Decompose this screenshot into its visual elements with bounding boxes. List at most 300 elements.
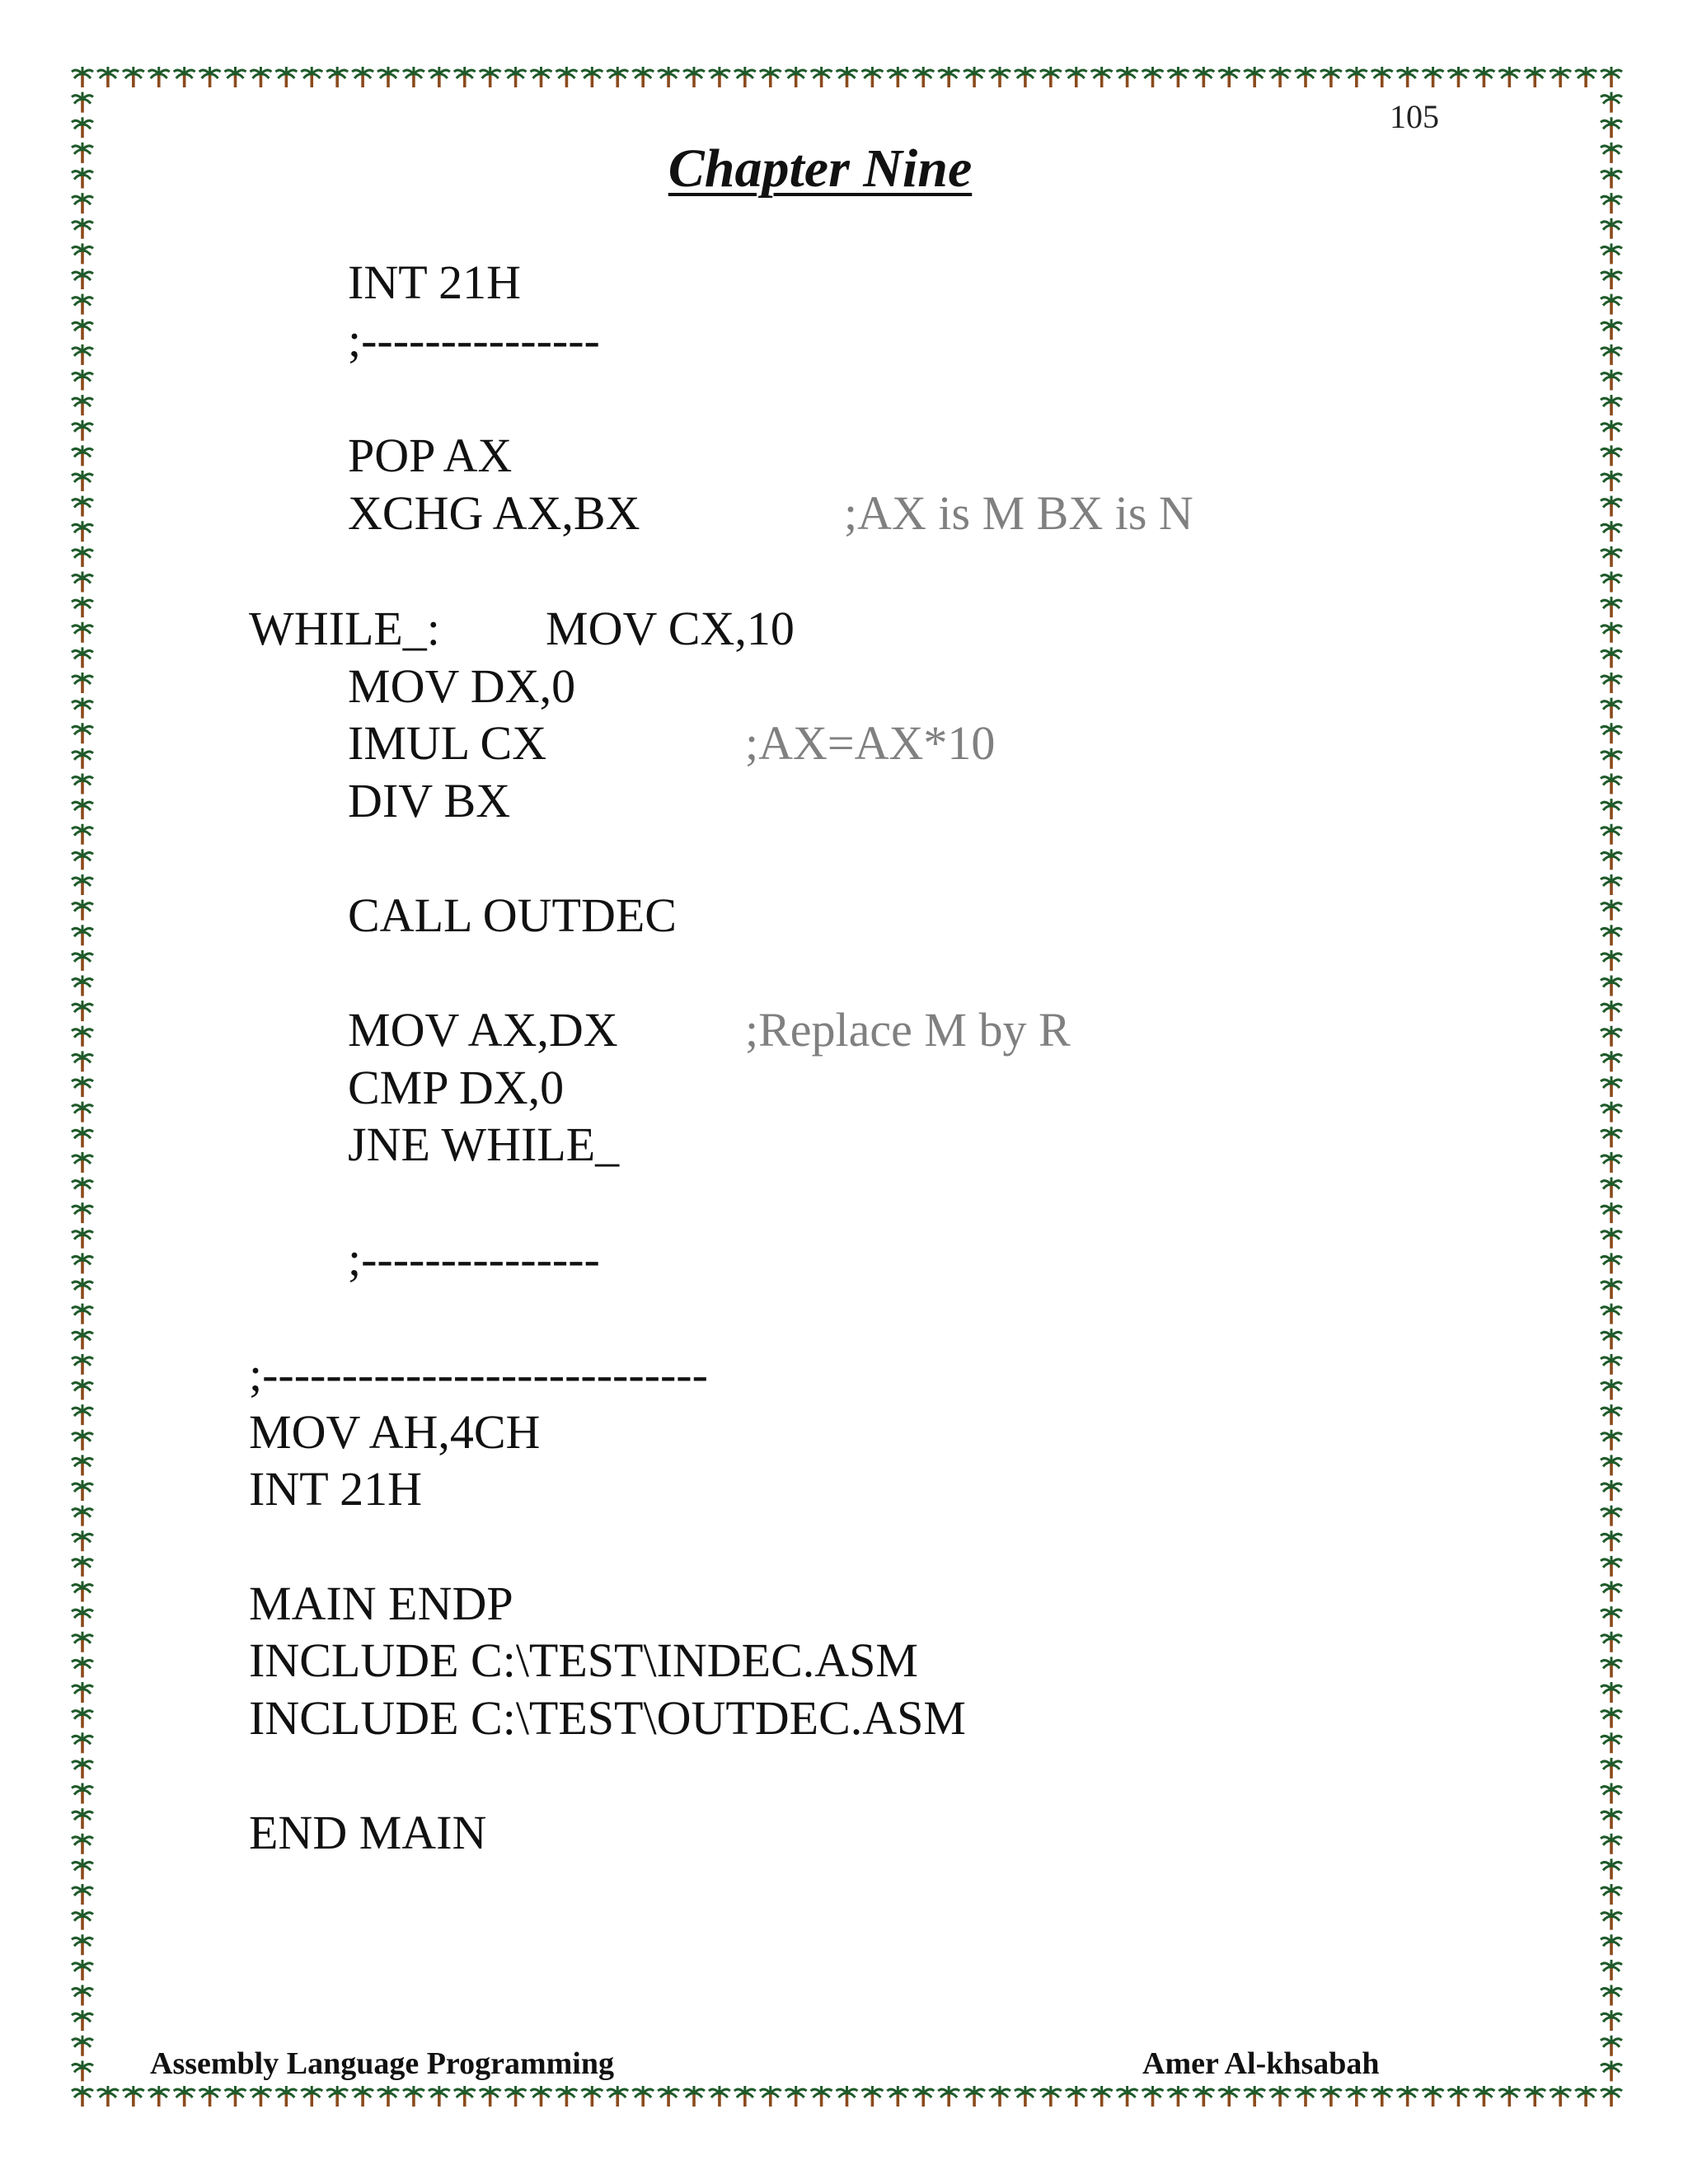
palm-tree-icon: [72, 294, 93, 315]
palm-tree-icon: [1091, 67, 1113, 87]
palm-tree-icon: [352, 67, 373, 87]
palm-tree-icon: [556, 67, 577, 87]
palm-tree-icon: [1269, 2086, 1291, 2107]
palm-tree-icon: [377, 67, 399, 87]
palm-tree-icon: [199, 67, 221, 87]
palm-tree-icon: [1448, 67, 1470, 87]
palm-tree-icon: [1015, 2086, 1036, 2107]
footer-author: Amer Al-khsabah: [1142, 2046, 1380, 2081]
palm-tree-icon: [1601, 1985, 1622, 2006]
palm-tree-icon: [1397, 67, 1418, 87]
palm-tree-icon: [1142, 2086, 1164, 2107]
palm-tree-icon: [1448, 2086, 1470, 2107]
palm-tree-icon: [1601, 269, 1622, 289]
palm-tree-icon: [275, 2086, 297, 2107]
code-comment: ;AX is M BX is N: [844, 486, 1193, 540]
palm-tree-icon: [1601, 1910, 1622, 1930]
palm-tree-icon: [72, 1102, 93, 1122]
palm-tree-icon: [1498, 2086, 1520, 2107]
palm-tree-icon: [861, 2086, 883, 2107]
code-label: WHILE_:: [249, 602, 440, 655]
palm-tree-icon: [72, 1480, 93, 1501]
palm-tree-icon: [72, 395, 93, 415]
palm-tree-icon: [632, 67, 654, 87]
palm-tree-icon: [1601, 2086, 1622, 2107]
palm-tree-icon: [1601, 546, 1622, 567]
palm-tree-icon: [72, 723, 93, 743]
palm-tree-icon: [1601, 1051, 1622, 1071]
palm-tree-icon: [72, 1732, 93, 1753]
palm-tree-icon: [1524, 67, 1545, 87]
palm-tree-icon: [1601, 647, 1622, 668]
palm-tree-icon: [72, 1910, 93, 1930]
palm-tree-icon: [72, 1606, 93, 1627]
palm-tree-icon: [72, 370, 93, 391]
palm-tree-icon: [1015, 67, 1036, 87]
palm-tree-icon: [811, 67, 832, 87]
palm-tree-icon: [72, 950, 93, 971]
palm-tree-icon: [1601, 698, 1622, 719]
palm-tree-icon: [912, 67, 934, 87]
palm-tree-icon: [1601, 1556, 1622, 1577]
palm-tree-icon: [1575, 2086, 1597, 2107]
palm-tree-icon: [1601, 1758, 1622, 1779]
palm-tree-icon: [72, 344, 93, 365]
palm-tree-icon: [912, 2086, 934, 2107]
palm-tree-icon: [174, 67, 195, 87]
palm-tree-icon: [1601, 117, 1622, 138]
palm-tree-icon: [1601, 445, 1622, 466]
palm-tree-icon: [1601, 1632, 1622, 1652]
palm-tree-icon: [531, 67, 552, 87]
palm-tree-icon: [785, 2086, 807, 2107]
palm-tree-icon: [148, 2086, 170, 2107]
palm-tree-icon: [72, 1253, 93, 1273]
palm-tree-icon: [72, 1278, 93, 1299]
palm-tree-icon: [72, 799, 93, 819]
palm-tree-icon: [1601, 521, 1622, 541]
palm-tree-icon: [964, 67, 985, 87]
palm-tree-icon: [72, 1783, 93, 1804]
palm-tree-icon: [1601, 1380, 1622, 1400]
palm-tree-icon: [1601, 748, 1622, 769]
palm-tree-icon: [72, 445, 93, 466]
palm-tree-icon: [72, 2010, 93, 2031]
palm-tree-icon: [72, 1404, 93, 1425]
palm-tree-icon: [1601, 1732, 1622, 1753]
palm-tree-icon: [1601, 1960, 1622, 1980]
palm-tree-icon: [1601, 344, 1622, 365]
palm-tree-icon: [1601, 1480, 1622, 1501]
palm-tree-icon: [709, 67, 730, 87]
palm-tree-icon: [72, 900, 93, 921]
palm-tree-icon: [1167, 67, 1189, 87]
palm-tree-icon: [72, 976, 93, 996]
palm-tree-icon: [72, 243, 93, 264]
palm-tree-icon: [72, 572, 93, 593]
palm-tree-icon: [1397, 2086, 1418, 2107]
palm-tree-icon: [199, 2086, 221, 2107]
palm-tree-icon: [1601, 597, 1622, 617]
palm-tree-icon: [1601, 723, 1622, 743]
palm-tree-icon: [377, 2086, 399, 2107]
palm-tree-icon: [1423, 67, 1444, 87]
palm-tree-icon: [1372, 67, 1393, 87]
palm-tree-icon: [480, 67, 501, 87]
palm-tree-icon: [1601, 319, 1622, 340]
palm-tree-icon: [1601, 976, 1622, 996]
palm-tree-icon: [1601, 471, 1622, 491]
palm-tree-icon: [72, 420, 93, 441]
code-line: MOV DX,0: [348, 659, 576, 713]
code-line: MOV CX,10: [546, 602, 795, 655]
palm-tree-icon: [1601, 496, 1622, 517]
palm-tree-icon: [72, 1582, 93, 1602]
palm-tree-icon: [581, 67, 603, 87]
palm-tree-icon: [837, 2086, 858, 2107]
palm-tree-icon: [72, 1530, 93, 1551]
code-line: INCLUDE C:\TEST\INDEC.ASM: [249, 1633, 918, 1687]
palm-tree-icon: [1218, 2086, 1240, 2107]
palm-tree-icon: [72, 1858, 93, 1879]
palm-tree-icon: [989, 67, 1010, 87]
palm-tree-icon: [811, 2086, 832, 2107]
palm-tree-icon: [72, 1329, 93, 1349]
code-line: CALL OUTDEC: [348, 888, 677, 942]
palm-tree-icon: [72, 471, 93, 491]
palm-tree-icon: [72, 521, 93, 541]
palm-tree-icon: [1601, 420, 1622, 441]
palm-tree-icon: [1346, 67, 1367, 87]
palm-tree-icon: [72, 673, 93, 693]
code-line: INT 21H: [348, 255, 521, 309]
palm-tree-icon: [1601, 67, 1622, 87]
palm-tree-icon: [658, 2086, 679, 2107]
code-line: CMP DX,0: [348, 1061, 565, 1114]
palm-tree-icon: [72, 925, 93, 945]
palm-tree-icon: [72, 1076, 93, 1097]
palm-tree-icon: [887, 67, 908, 87]
palm-tree-icon: [683, 67, 705, 87]
palm-tree-icon: [72, 824, 93, 845]
palm-tree-icon: [72, 1228, 93, 1249]
palm-tree-icon: [301, 67, 322, 87]
palm-tree-icon: [250, 67, 271, 87]
palm-tree-icon: [429, 2086, 450, 2107]
palm-tree-icon: [352, 2086, 373, 2107]
palm-tree-icon: [1601, 874, 1622, 895]
palm-tree-icon: [1601, 673, 1622, 693]
palm-tree-icon: [887, 2086, 908, 2107]
palm-tree-icon: [1320, 2086, 1342, 2107]
palm-tree-icon: [1601, 1858, 1622, 1879]
page-number: 105: [1390, 98, 1439, 135]
code-line: ;---------------: [348, 1232, 600, 1286]
palm-tree-icon: [225, 67, 246, 87]
palm-tree-icon: [1601, 1001, 1622, 1021]
palm-tree-icon: [1524, 2086, 1545, 2107]
palm-tree-icon: [1601, 1152, 1622, 1173]
palm-tree-icon: [72, 597, 93, 617]
palm-tree-icon: [72, 1001, 93, 1021]
palm-tree-icon: [607, 67, 628, 87]
palm-tree-icon: [72, 1178, 93, 1198]
code-line: MAIN ENDP: [249, 1577, 513, 1630]
palm-tree-icon: [1601, 1026, 1622, 1047]
palm-tree-icon: [760, 67, 781, 87]
palm-tree-icon: [72, 1380, 93, 1400]
code-line: INCLUDE C:\TEST\OUTDEC.ASM: [249, 1691, 966, 1745]
palm-tree-icon: [72, 1455, 93, 1475]
palm-tree-icon: [1601, 1404, 1622, 1425]
palm-tree-icon: [1601, 1606, 1622, 1627]
code-comment: ;Replace M by R: [745, 1003, 1071, 1057]
palm-tree-icon: [734, 67, 756, 87]
palm-tree-icon: [72, 92, 93, 113]
palm-tree-icon: [403, 67, 424, 87]
palm-tree-icon: [72, 1708, 93, 1728]
palm-tree-icon: [72, 1152, 93, 1173]
palm-tree-icon: [1601, 1430, 1622, 1451]
palm-tree-icon: [1601, 1884, 1622, 1905]
code-line: END MAIN: [249, 1806, 487, 1859]
palm-tree-icon: [72, 2086, 93, 2107]
palm-tree-icon: [326, 2086, 348, 2107]
palm-tree-icon: [1601, 1582, 1622, 1602]
palm-tree-icon: [734, 2086, 756, 2107]
palm-tree-icon: [72, 1960, 93, 1980]
palm-tree-icon: [1601, 2010, 1622, 2031]
palm-tree-icon: [72, 1834, 93, 1854]
palm-tree-icon: [1601, 1834, 1622, 1854]
code-line: INT 21H: [249, 1462, 422, 1516]
palm-tree-icon: [174, 2086, 195, 2107]
palm-tree-icon: [1066, 67, 1087, 87]
palm-tree-icon: [658, 67, 679, 87]
palm-tree-icon: [1601, 1455, 1622, 1475]
palm-tree-icon: [989, 2086, 1010, 2107]
palm-tree-icon: [1601, 395, 1622, 415]
palm-tree-icon: [1601, 849, 1622, 869]
palm-tree-icon: [1473, 67, 1494, 87]
palm-tree-icon: [1091, 2086, 1113, 2107]
palm-tree-icon: [1193, 2086, 1214, 2107]
palm-tree-icon: [225, 2086, 246, 2107]
palm-tree-icon: [1295, 2086, 1316, 2107]
palm-tree-icon: [72, 269, 93, 289]
palm-tree-icon: [1372, 2086, 1393, 2107]
palm-tree-icon: [72, 2036, 93, 2056]
palm-tree-icon: [964, 2086, 985, 2107]
code-line: ;----------------------------: [249, 1347, 708, 1401]
palm-tree-icon: [454, 67, 476, 87]
palm-tree-icon: [785, 67, 807, 87]
palm-tree-icon: [1601, 1228, 1622, 1249]
palm-tree-icon: [72, 774, 93, 794]
palm-tree-icon: [123, 67, 144, 87]
palm-tree-icon: [275, 67, 297, 87]
palm-tree-icon: [72, 1202, 93, 1223]
palm-tree-icon: [1066, 2086, 1087, 2107]
palm-tree-icon: [1601, 1127, 1622, 1147]
palm-tree-icon: [1193, 67, 1214, 87]
palm-tree-icon: [72, 1430, 93, 1451]
palm-tree-icon: [760, 2086, 781, 2107]
palm-tree-icon: [72, 2060, 93, 2081]
code-line: JNE WHILE_: [348, 1118, 620, 1171]
palm-tree-icon: [72, 319, 93, 340]
palm-tree-icon: [454, 2086, 476, 2107]
palm-tree-icon: [72, 874, 93, 895]
palm-tree-icon: [1601, 1278, 1622, 1299]
palm-tree-icon: [938, 67, 959, 87]
palm-tree-icon: [72, 218, 93, 239]
palm-tree-icon: [72, 849, 93, 869]
palm-tree-icon: [72, 1026, 93, 1047]
palm-tree-icon: [1040, 2086, 1062, 2107]
code-line: ;---------------: [348, 313, 600, 367]
code-line: POP AX: [348, 429, 513, 482]
palm-tree-icon: [1601, 243, 1622, 264]
code-line: MOV AX,DX: [348, 1003, 618, 1057]
palm-tree-icon: [72, 1758, 93, 1779]
palm-tree-icon: [1601, 1657, 1622, 1677]
palm-tree-icon: [72, 1506, 93, 1526]
palm-tree-icon: [1117, 2086, 1138, 2107]
palm-tree-icon: [97, 67, 119, 87]
palm-tree-icon: [1601, 370, 1622, 391]
palm-tree-icon: [72, 1051, 93, 1071]
palm-tree-icon: [72, 1304, 93, 1324]
palm-tree-icon: [429, 67, 450, 87]
palm-tree-icon: [1218, 67, 1240, 87]
palm-tree-icon: [72, 1632, 93, 1652]
palm-tree-icon: [1601, 1934, 1622, 1955]
code-line: MOV AH,4CH: [249, 1405, 541, 1459]
palm-tree-icon: [1601, 824, 1622, 845]
palm-tree-icon: [505, 67, 527, 87]
palm-tree-icon: [148, 67, 170, 87]
palm-tree-icon: [837, 67, 858, 87]
palm-tree-icon: [1601, 925, 1622, 945]
palm-tree-icon: [326, 67, 348, 87]
palm-tree-icon: [531, 2086, 552, 2107]
palm-tree-icon: [1601, 1354, 1622, 1375]
palm-tree-icon: [480, 2086, 501, 2107]
palm-tree-icon: [1601, 2060, 1622, 2081]
palm-tree-icon: [607, 2086, 628, 2107]
palm-tree-icon: [1601, 1506, 1622, 1526]
palm-tree-icon: [1601, 1304, 1622, 1324]
palm-tree-icon: [72, 622, 93, 643]
palm-tree-icon: [556, 2086, 577, 2107]
palm-tree-icon: [1601, 218, 1622, 239]
palm-tree-icon: [1550, 2086, 1571, 2107]
palm-tree-icon: [72, 1985, 93, 2006]
code-line: XCHG AX,BX: [348, 486, 640, 540]
chapter-title: Chapter Nine: [668, 138, 973, 199]
palm-tree-icon: [72, 117, 93, 138]
palm-tree-icon: [505, 2086, 527, 2107]
palm-tree-icon: [72, 1657, 93, 1677]
palm-tree-icon: [1550, 67, 1571, 87]
palm-tree-icon: [72, 1354, 93, 1375]
palm-tree-icon: [72, 1934, 93, 1955]
palm-tree-icon: [632, 2086, 654, 2107]
palm-tree-icon: [72, 698, 93, 719]
palm-tree-icon: [1575, 67, 1597, 87]
palm-tree-icon: [1601, 622, 1622, 643]
palm-tree-icon: [1601, 1682, 1622, 1703]
palm-tree-icon: [250, 2086, 271, 2107]
palm-tree-icon: [301, 2086, 322, 2107]
palm-tree-icon: [72, 1884, 93, 1905]
code-line: DIV BX: [348, 774, 511, 827]
palm-tree-icon: [1244, 67, 1265, 87]
palm-tree-icon: [1142, 67, 1164, 87]
palm-tree-icon: [1167, 2086, 1189, 2107]
palm-tree-icon: [1601, 774, 1622, 794]
palm-tree-icon: [861, 67, 883, 87]
palm-tree-icon: [1473, 2086, 1494, 2107]
palm-tree-icon: [1601, 1708, 1622, 1728]
palm-tree-icon: [1601, 1530, 1622, 1551]
code-line: IMUL CX: [348, 716, 547, 770]
palm-tree-icon: [1601, 799, 1622, 819]
palm-tree-icon: [1601, 572, 1622, 593]
palm-tree-icon: [683, 2086, 705, 2107]
palm-tree-icon: [1601, 294, 1622, 315]
palm-tree-icon: [1423, 2086, 1444, 2107]
palm-tree-icon: [1601, 1808, 1622, 1829]
palm-tree-icon: [72, 647, 93, 668]
palm-tree-icon: [97, 2086, 119, 2107]
palm-tree-icon: [1498, 67, 1520, 87]
palm-tree-icon: [72, 1556, 93, 1577]
palm-tree-icon: [1346, 2086, 1367, 2107]
palm-tree-icon: [72, 1808, 93, 1829]
palm-tree-icon: [1601, 900, 1622, 921]
code-comment: ;AX=AX*10: [745, 716, 996, 770]
palm-tree-icon: [709, 2086, 730, 2107]
palm-tree-icon: [72, 748, 93, 769]
palm-tree-icon: [1117, 67, 1138, 87]
palm-tree-icon: [1601, 2036, 1622, 2056]
palm-tree-icon: [1601, 1202, 1622, 1223]
palm-tree-icon: [1040, 67, 1062, 87]
palm-tree-icon: [123, 2086, 144, 2107]
palm-tree-icon: [1601, 950, 1622, 971]
palm-tree-icon: [403, 2086, 424, 2107]
palm-tree-icon: [1601, 1102, 1622, 1122]
palm-tree-icon: [1295, 67, 1316, 87]
palm-tree-icon: [72, 1127, 93, 1147]
palm-tree-icon: [1601, 1076, 1622, 1097]
palm-tree-icon: [1244, 2086, 1265, 2107]
palm-tree-icon: [1269, 67, 1291, 87]
palm-tree-icon: [1601, 1253, 1622, 1273]
palm-tree-icon: [1320, 67, 1342, 87]
palm-tree-icon: [1601, 92, 1622, 113]
palm-tree-icon: [1601, 1329, 1622, 1349]
palm-tree-icon: [1601, 1178, 1622, 1198]
palm-tree-icon: [72, 67, 93, 87]
palm-tree-icon: [1601, 1783, 1622, 1804]
palm-tree-icon: [72, 1682, 93, 1703]
palm-tree-icon: [938, 2086, 959, 2107]
footer-book-title: Assembly Language Programming: [150, 2046, 614, 2081]
palm-tree-icon: [581, 2086, 603, 2107]
